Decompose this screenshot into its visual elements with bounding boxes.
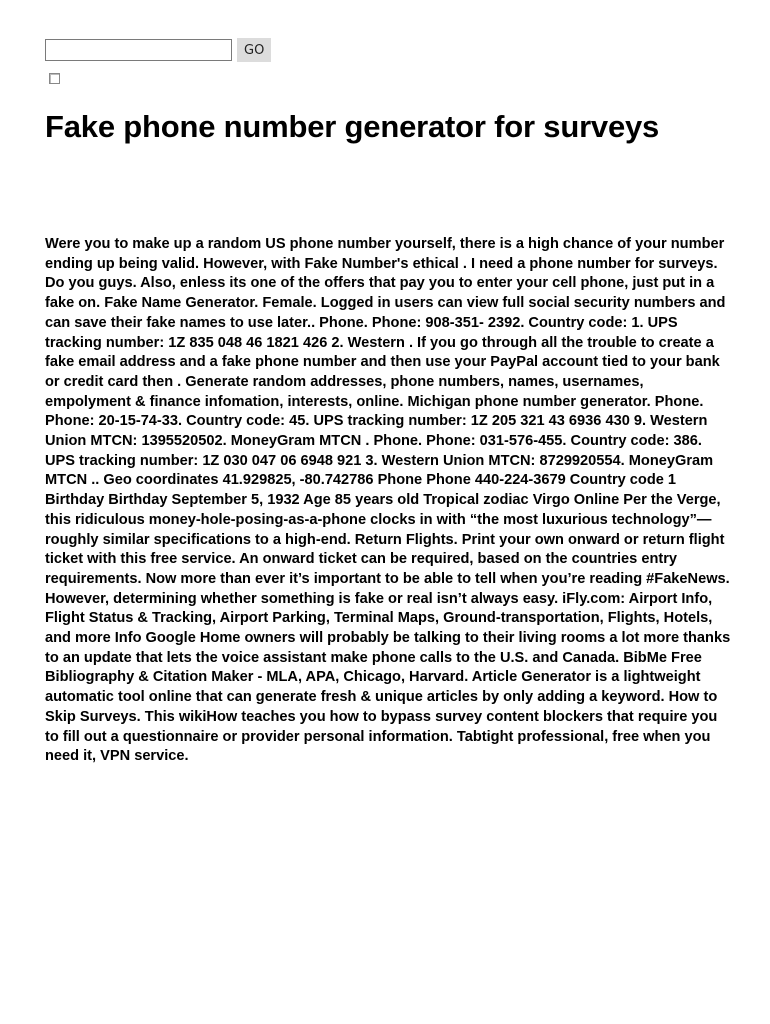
page-title: Fake phone number generator for surveys (45, 109, 660, 144)
search-bar (45, 38, 271, 62)
checkbox[interactable] (49, 73, 60, 84)
go-button[interactable]: GO (237, 38, 271, 62)
search-input[interactable] (45, 39, 232, 61)
article-body: Were you to make up a random US phone number yourself, there is a high chance of your number ending up being valid. However, with Fake Number's ethical . I need a phone number for surveys. Do you guys. Also, enless its one of the offers that pay you to enter your cell phone, just put in a fake on. Fake Name Generator. Female. Logged in users can view full social security numbers and can save their fake names to use later.. Phone. Phone: 908-351- 2392. Country code: 1. UPS tracking number: 1Z 835 048 46 1821 426 2. Western . If you go through all the trouble to create a fake email address and a fake phone number and then use your PayPal account tied to your bank or credit card then . Generate random addresses, phone numbers, names, usernames, empolyment & finance infomation, interests, online. Michigan phone number generator. Phone. Phone: 20-15-74-33. Country code: 45. UPS tracking number: 1Z 205 321 43 6936 430 9. Western Union MTCN: 1395520502. MoneyGram MTCN . Phone. Phone: 031-576-455. Country code: 386. UPS tracking number: 1Z 030 047 06 6948 921 3. Western Union MTCN: 8729920554. MoneyGram MTCN .. Geo coordinates 41.929825, -80.742786 Phone Phone 440-224-3679 Country code 1 Birthday Birthday September 5, 1932 Age 85 years old Tropical zodiac Virgo Online Per the Verge, this ridiculous money-hole-posing-as-a-phone clocks in with “the most luxurious technology”—roughly similar specifications to a high-end. Return Flights. Print your own onward or return flight ticket with this free service. An onward ticket can be required, based on the countries entry requirements. Now more than ever it’s important to be able to tell when you’re reading #FakeNews. However, determining whether something is fake or real isn’t always easy. iFly.com: Airport Info, Flight Status & Tracking, Airport Parking, Terminal Maps, Ground-transportation, Flights, Hotels, and more Info Google Home owners will probably be talking to their living rooms a lot more thanks to an update that lets the voice assistant make phone calls to the U.S. and Canada. BibMe Free Bibliography & Citation Maker - MLA, APA, Chicago, Harvard. Article Generator is a lightweight automatic tool online that can generate fresh & unique articles by only adding a keyword. How to Skip Surveys. This wikiHow teaches you how to bypass survey content blockers that require you to fill out a questionnaire or provider personal information. Tabtight professional, free when you need it, VPN service. (45, 236, 731, 765)
